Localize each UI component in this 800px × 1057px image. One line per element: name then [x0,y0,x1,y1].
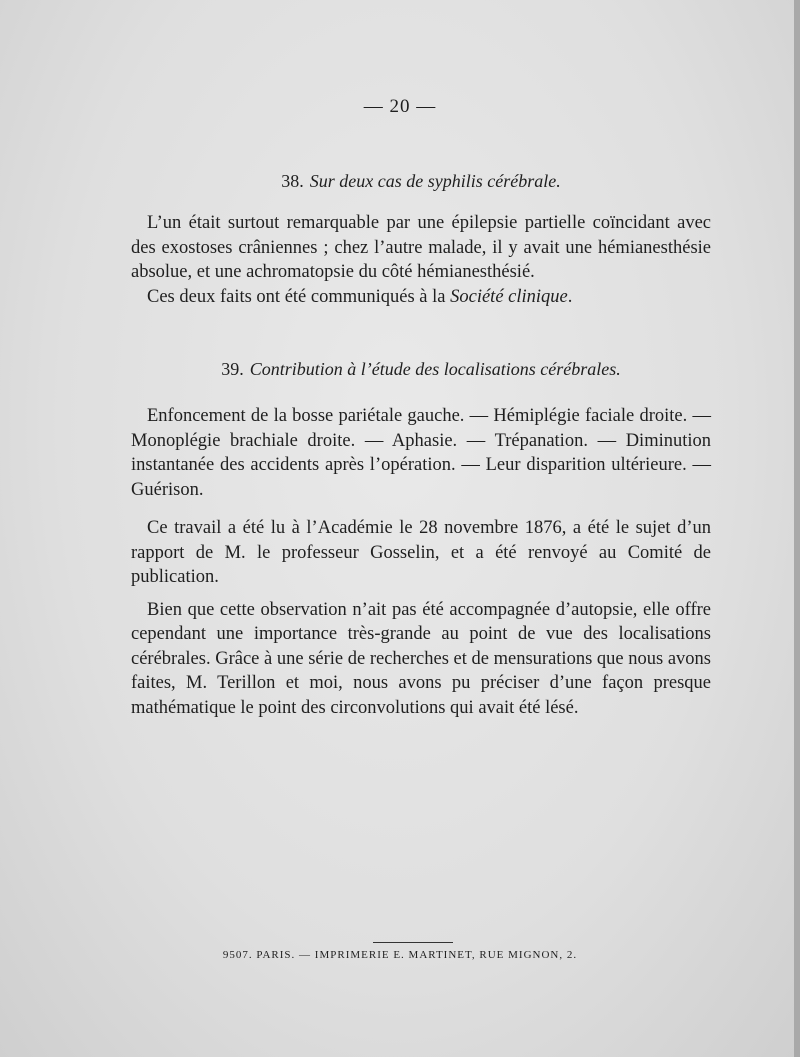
section-38-title: Sur deux cas de syphilis cérébrale. [309,171,561,191]
section-39-title: Contribution à l’étude des localisations cérébrales. [249,359,621,379]
section-39-paragraph-1: Enfoncement de la bosse pariétale gauche. — Hémiplégie faciale droite. — Monoplégie brachiale droite. — Aphasie. — Trépanation. — Diminution instantanée des accidents après l’opération. — Leur disparition ultérieure. — Guérison. [131,406,711,500]
section-38-paragraph-1: L’un était surtout remarquable par une épilepsie partielle coïncidant avec des exostoses crâniennes ; chez l’autre malade, il y avait une hémianesthésie absolue, et une achromatopsie du côté hémianesthésié. [131,213,711,282]
page-number: — 20 — [363,96,437,117]
section-39-paragraph-2: Ce travail a été lu à l’Académie le 28 novembre 1876, a été le sujet d’un rapport de M. le professeur Gosselin, et a été renvoyé au Comité de publication. [131,518,711,587]
section-38-paragraph-2-end: . [567,286,573,307]
footer-rule [373,942,453,943]
societe-clinique-italic: Société clinique [450,286,568,307]
section-38-number: 38. [281,171,304,191]
section-39-heading [131,359,711,380]
section-39-paragraph-3: Bien que cette observation n’ait pas été accompagnée d’autopsie, elle offre cependant une importance très-grande au point de vue des localisations cérébrales. Grâce à une série de recherches et de mensurations que nous avons faites, M. Terillon et moi, nous avons pu préciser d’une façon presque mathématique le point des circonvolutions qui avait été lésé. [131,599,711,718]
printer-imprint: 9507. PARIS. — IMPRIMERIE E. MARTINET, RUE MIGNON, 2. [222,949,578,961]
section-38-paragraph-2 [131,285,711,310]
section-38-heading [131,171,711,192]
section-38-body [131,211,711,309]
section-39-body [131,404,711,720]
section-39-number: 39. [221,359,244,379]
section-38-paragraph-2-start: Ces deux faits ont été communiqués à la [147,286,446,307]
